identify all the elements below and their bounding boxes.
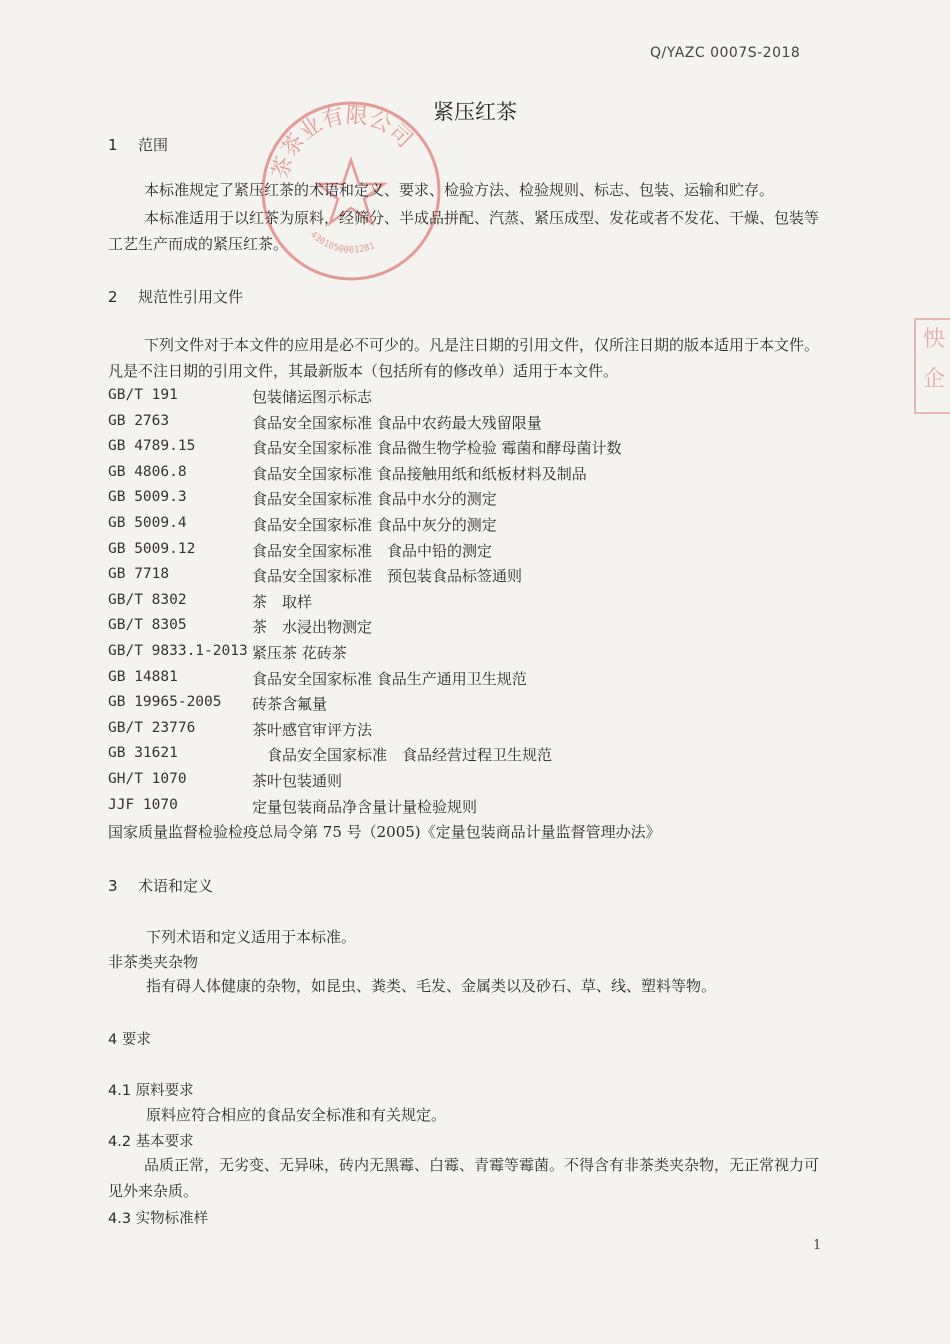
reference-title: 茶 水浸出物测定 [252,618,373,636]
section-3-heading: 3 术语和定义 [108,877,214,895]
reference-title: 包装储运图示标志 [252,388,373,406]
reference-code: GH/T 1070 [108,771,187,787]
reference-code: GB/T 8305 [108,617,187,633]
reference-title: 食品安全国家标准 预包装食品标签通则 [252,567,523,585]
page-number: 1 [813,1238,822,1253]
reference-title: 食品安全国家标准 食品中水分的测定 [252,490,497,508]
reference-code: GB 5009.3 [108,489,187,505]
reference-code: GB 5009.4 [108,515,187,531]
section-4-1-text: 原料应符合相应的食品安全标准和有关规定。 [146,1106,447,1124]
reference-title: 食品安全国家标准 食品生产通用卫生规范 [252,670,527,688]
section-2-heading: 2 规范性引用文件 [108,288,244,306]
reference-title: 茶 取样 [252,593,313,611]
document-title: 紧压红茶 [433,100,517,124]
section-4-2-heading: 4.2 基本要求 [108,1134,194,1150]
decree-reference: 国家质量监督检验检疫总局令第 75 号（2005)《定量包装商品计量监督管理办法》 [108,823,661,841]
reference-code: GB 4806.8 [108,464,187,480]
reference-code: GB 7718 [108,566,170,582]
section-4-1-heading: 4.1 原料要求 [108,1083,194,1099]
reference-code: GB/T 8302 [108,592,187,608]
reference-code: GB 2763 [108,413,170,429]
reference-title: 定量包装商品净含量计量检验规则 [252,798,478,816]
reference-title: 茶叶包装通则 [252,772,343,790]
section-3-paragraph: 下列术语和定义适用于本标准。 [146,928,357,946]
term-name: 非茶类夹杂物 [108,953,199,971]
seal-number: 4301050001281 [307,229,377,256]
reference-code: GB/T 191 [108,387,178,403]
reference-title: 食品安全国家标准 食品微生物学检验 霉菌和酵母菌计数 [252,439,622,457]
section-1-heading: 1 范围 [108,136,169,154]
seal-text: 茶茶业有限公司 [268,103,417,182]
reference-code: JJF 1070 [108,797,178,813]
edge-stamp-icon: 怏 企 [914,318,950,414]
term-definition: 指有碍人体健康的杂物，如昆虫、粪类、毛发、金属类以及砂石、草、线、塑料等物。 [146,977,717,995]
reference-code: GB 4789.15 [108,438,196,454]
section-1-paragraph-2: 本标准适用于以红茶为原料，经筛分、半成品拼配、汽蒸、紧压成型、发花或者不发花、干燥、包装等工艺生产而成的紧压红茶。 [108,209,820,253]
section-1-paragraph-1: 本标准规定了紧压红茶的术语和定义、要求、检验方法、检验规则、标志、包装、运输和贮存。 [144,181,775,199]
reference-title: 砖茶含氟量 [252,695,328,713]
section-2-paragraph: 下列文件对于本文件的应用是必不可少的。凡是注日期的引用文件，仅所注日期的版本适用于本文件。凡是不注日期的引用文件，其最新版本（包括所有的修改单）适用于本文件。 [108,336,820,380]
section-4-2-text: 品质正常，无劣变、无异味，砖内无黑霉、白霉、青霉等霉菌。不得含有非茶类夹杂物，无正常视力可见外来杂质。 [108,1156,820,1200]
reference-title: 紧压茶 花砖茶 [252,644,347,662]
reference-title: 食品安全国家标准 食品经营过程卫生规范 [252,746,553,764]
reference-code: GB 31621 [108,745,178,761]
standard-code: Q/YAZC 0007S-2018 [650,45,801,61]
reference-title: 食品安全国家标准 食品中农药最大残留限量 [252,414,542,432]
reference-title: 食品安全国家标准 食品中铅的测定 [252,542,493,560]
reference-code: GB 14881 [108,669,178,685]
section-4-heading: 4 要求 [108,1032,151,1048]
reference-title: 食品安全国家标准 食品接触用纸和纸板材料及制品 [252,465,587,483]
section-4-3-heading: 4.3 实物标准样 [108,1211,209,1227]
reference-title: 茶叶感官审评方法 [252,721,373,739]
reference-code: GB/T 9833.1-2013 [108,643,248,659]
reference-title: 食品安全国家标准 食品中灰分的测定 [252,516,497,534]
reference-code: GB/T 23776 [108,720,196,736]
reference-code: GB 5009.12 [108,541,196,557]
reference-code: GB 19965-2005 [108,694,222,710]
